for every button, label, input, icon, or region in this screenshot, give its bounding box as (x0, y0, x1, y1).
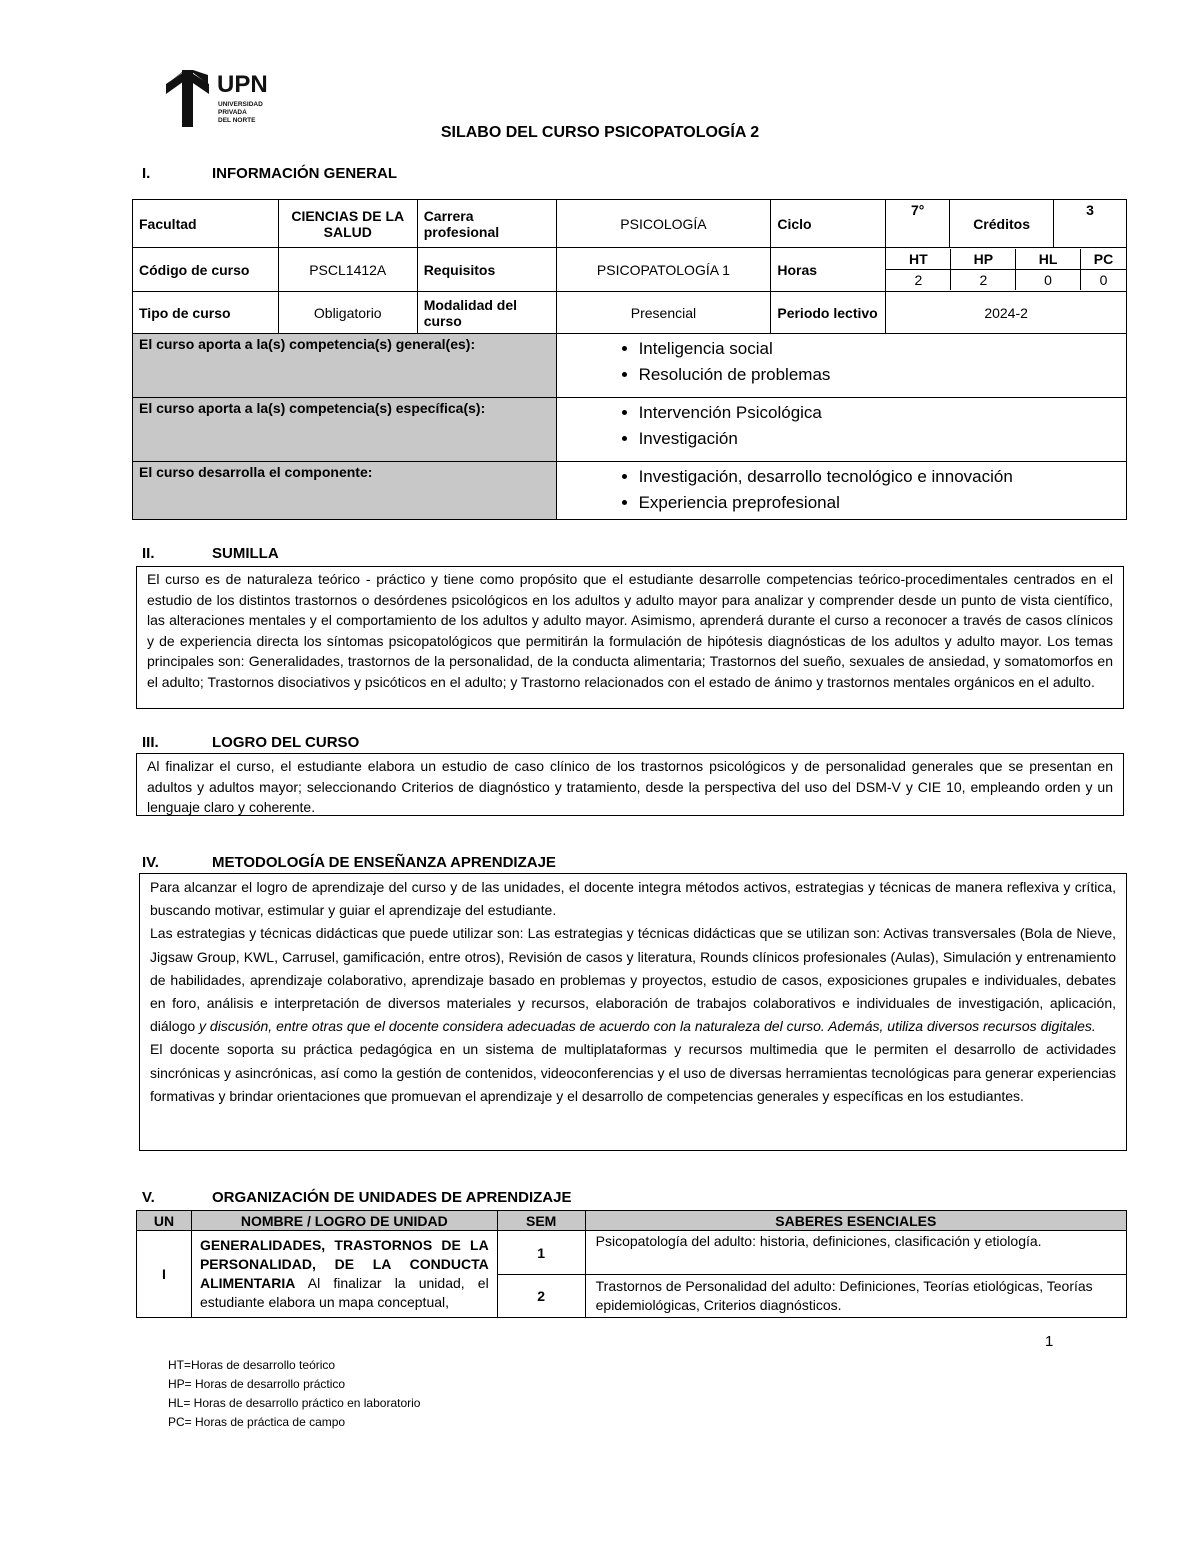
ciclo-label: Ciclo (771, 200, 886, 248)
unit-sem: 1 (497, 1231, 585, 1275)
svg-text:PRIVADA: PRIVADA (218, 109, 247, 116)
ht-header: HT (886, 249, 951, 270)
ht-value: 2 (886, 270, 951, 291)
periodo-label: Periodo lectivo (771, 292, 886, 334)
hl-value: 0 (1016, 270, 1081, 291)
logo-text: UPN (217, 71, 268, 98)
table-row (137, 1231, 1127, 1275)
list-item: • Resolución de problemas (639, 362, 1126, 388)
upn-logo-icon (165, 70, 275, 128)
footnote: HP= Horas de desarrollo práctico (168, 1377, 346, 1391)
unit-number: I (137, 1231, 192, 1318)
modalidad-value: Presencial (556, 292, 771, 334)
list-item: • Experiencia preprofesional (639, 490, 1126, 516)
logro-box (136, 753, 1124, 816)
list-item: • Investigación (639, 426, 1126, 452)
componente-list (556, 462, 1126, 520)
metodologia-p2-italic: y discusión, entre otras que el docente considera adecuadas de acuerdo con la naturaleza del curso. Además, utiliza diversos recursos digitales. (199, 1018, 1096, 1035)
pc-header: PC (1080, 249, 1126, 270)
tipo-value: Obligatorio (278, 292, 417, 334)
hp-value: 2 (951, 270, 1016, 291)
document-title: SILABO DEL CURSO PSICOPATOLOGÍA 2 (440, 124, 760, 141)
codigo-label: Código de curso (133, 248, 279, 292)
metodologia-box (139, 873, 1127, 1151)
sumilla-box (136, 566, 1124, 709)
periodo-value: 2024-2 (886, 292, 1127, 334)
hl-header: HL (1016, 249, 1081, 270)
logro-text: Al finalizar el curso, el estudiante elabora un estudio de caso clínico de los trastornos psicológicos y de personalidad generales que se presentan en adultos y adultos mayor; seleccionando Criterios de diagnóstico y tratamiento, desde la perspectiva del uso del DSM-V y CIE 10, empleando orden y un lenguaje claro y coherente. (147, 758, 1113, 815)
section-heading-metodologia: IV. METODOLOGÍA DE ENSEÑANZA APRENDIZAJE (142, 854, 556, 871)
footnote: PC= Horas de práctica de campo (168, 1415, 346, 1429)
svg-text:DEL NORTE: DEL NORTE (218, 117, 256, 124)
facultad-value: CIENCIAS DE LA SALUD (278, 200, 417, 248)
col-header-saberes: SABERES ESENCIALES (585, 1211, 1126, 1231)
unit-saberes: Psicopatología del adulto: historia, definiciones, clasificación y etiología. (585, 1231, 1126, 1275)
col-header-nombre: NOMBRE / LOGRO DE UNIDAD (191, 1211, 497, 1231)
units-table (136, 1210, 1127, 1318)
list-item: • Inteligencia social (639, 336, 1126, 362)
horas-grid (886, 248, 1127, 292)
footnote: HT=Horas de desarrollo teórico (168, 1358, 336, 1372)
footnote: HL= Horas de desarrollo práctico en laboratorio (168, 1396, 421, 1410)
upn-logo (165, 70, 275, 128)
col-header-sem: SEM (497, 1211, 585, 1231)
hp-header: HP (951, 249, 1016, 270)
facultad-label: Facultad (133, 200, 279, 248)
unit-sem: 2 (497, 1275, 585, 1318)
modalidad-label: Modalidad del curso (417, 292, 556, 334)
footnotes (168, 1356, 420, 1432)
info-general-table (132, 199, 1127, 520)
competencia-general-label: El curso aporta a la(s) competencia(s) general(es): (133, 334, 557, 398)
carrera-value: PSICOLOGÍA (556, 200, 771, 248)
section-heading-informacion-general: I. INFORMACIÓN GENERAL (142, 165, 397, 182)
metodologia-p2: Las estrategias y técnicas didácticas que puede utilizar son: Las estrategias y técnicas didácticas que se utilizan son: Activas transversales (Bola de Nieve, Jigsaw Group, KWL, Carrusel, gamificación, entre otros), Revisión de casos y literatura, Rounds clínicos profesionales (Aulas), Simulación y entrenamiento de habilidades, aprendizaje colaborativo, aprendizaje basado en problemas y proyectos, estudio de casos, exposiciones grupales e individuales, debates en foro, análisis e interpretación de diversos materiales y recursos, elaboración de trabajos colaborativos e individuales de investigación, aplicación, diálogo y discusión, entre otras que el docente considera adecuadas de acuerdo con la naturaleza del curso. Además, utiliza diversos recursos digitales. (150, 925, 1116, 1035)
competencia-general-list (556, 334, 1126, 398)
pc-value: 0 (1080, 270, 1126, 291)
unit-name: GENERALIDADES, TRASTORNOS DE LA PERSONALIDAD, DE LA CONDUCTA ALIMENTARIA Al finalizar la unidad, el estudiante elabora un mapa conceptual, (191, 1231, 497, 1318)
ciclo-value: 7° (886, 200, 950, 248)
requisitos-value: PSICOPATOLOGÍA 1 (556, 248, 771, 292)
section-heading-sumilla: II. SUMILLA (142, 545, 279, 562)
creditos-value: 3 (1054, 200, 1127, 248)
metodologia-p3: El docente soporta su práctica pedagógica en un sistema de multiplataformas y recursos multimedia que le permiten el desarrollo de actividades sincrónicas y asincrónicas, así como la gestión de contenidos, videoconferencias y el uso de diversas herramientas tecnológicas para generar experiencias formativas y brindar orientaciones que promuevan el aprendizaje y el desarrollo de competencias generales y específicas en los estudiantes. (150, 1041, 1116, 1104)
section-heading-unidades: V. ORGANIZACIÓN DE UNIDADES DE APRENDIZAJE (142, 1189, 572, 1206)
codigo-value: PSCL1412A (278, 248, 417, 292)
page-number: 1 (1045, 1333, 1054, 1350)
tipo-label: Tipo de curso (133, 292, 279, 334)
list-item: • Investigación, desarrollo tecnológico e innovación (639, 464, 1126, 490)
requisitos-label: Requisitos (417, 248, 556, 292)
list-item: • Intervención Psicológica (639, 400, 1126, 426)
carrera-label: Carrera profesional (417, 200, 556, 248)
horas-label: Horas (771, 248, 886, 292)
competencia-especifica-list (556, 398, 1126, 462)
creditos-label: Créditos (950, 200, 1054, 248)
competencia-especifica-label: El curso aporta a la(s) competencia(s) específica(s): (133, 398, 557, 462)
section-heading-logro: III. LOGRO DEL CURSO (142, 734, 360, 751)
unit-saberes: Trastornos de Personalidad del adulto: Definiciones, Teorías etiológicas, Teorías epidemiológicas, Criterios diagnósticos. (585, 1275, 1126, 1318)
sumilla-text: El curso es de naturaleza teórico - práctico y tiene como propósito que el estudiante desarrolle competencias teórico-procedimentales centrados en el estudio de los distintos trastornos o desórdenes psicológicos en los adultos y adulto mayor para analizar y comprender desde un punto de vista científico, las alteraciones mentales y el comportamiento de los adultos y adulto mayor. Asimismo, aprenderá durante el curso a reconocer a través de casos clínicos y de experiencia directa los síntomas psicopatológicos que permitirán la formulación de hipótesis diagnósticas de los adultos y adulto mayor. Los temas principales son: Generalidades, trastornos de la personalidad, de la conducta alimentaria; Trastornos del sueño, sexuales de ansiedad, y somatomorfos en el adulto; Trastornos disociativos y psicóticos en el adulto; y Trastorno relacionados con el estado de ánimo y trastornos mentales orgánicos en el adulto. (147, 571, 1113, 690)
componente-label: El curso desarrolla el componente: (133, 462, 557, 520)
svg-text:UNIVERSIDAD: UNIVERSIDAD (218, 101, 263, 108)
col-header-un: UN (137, 1211, 192, 1231)
metodologia-p1: Para alcanzar el logro de aprendizaje del curso y de las unidades, el docente integra métodos activos, estrategias y técnicas de manera reflexiva y crítica, buscando motivar, estimular y guiar el aprendizaje del estudiante. (150, 879, 1116, 919)
